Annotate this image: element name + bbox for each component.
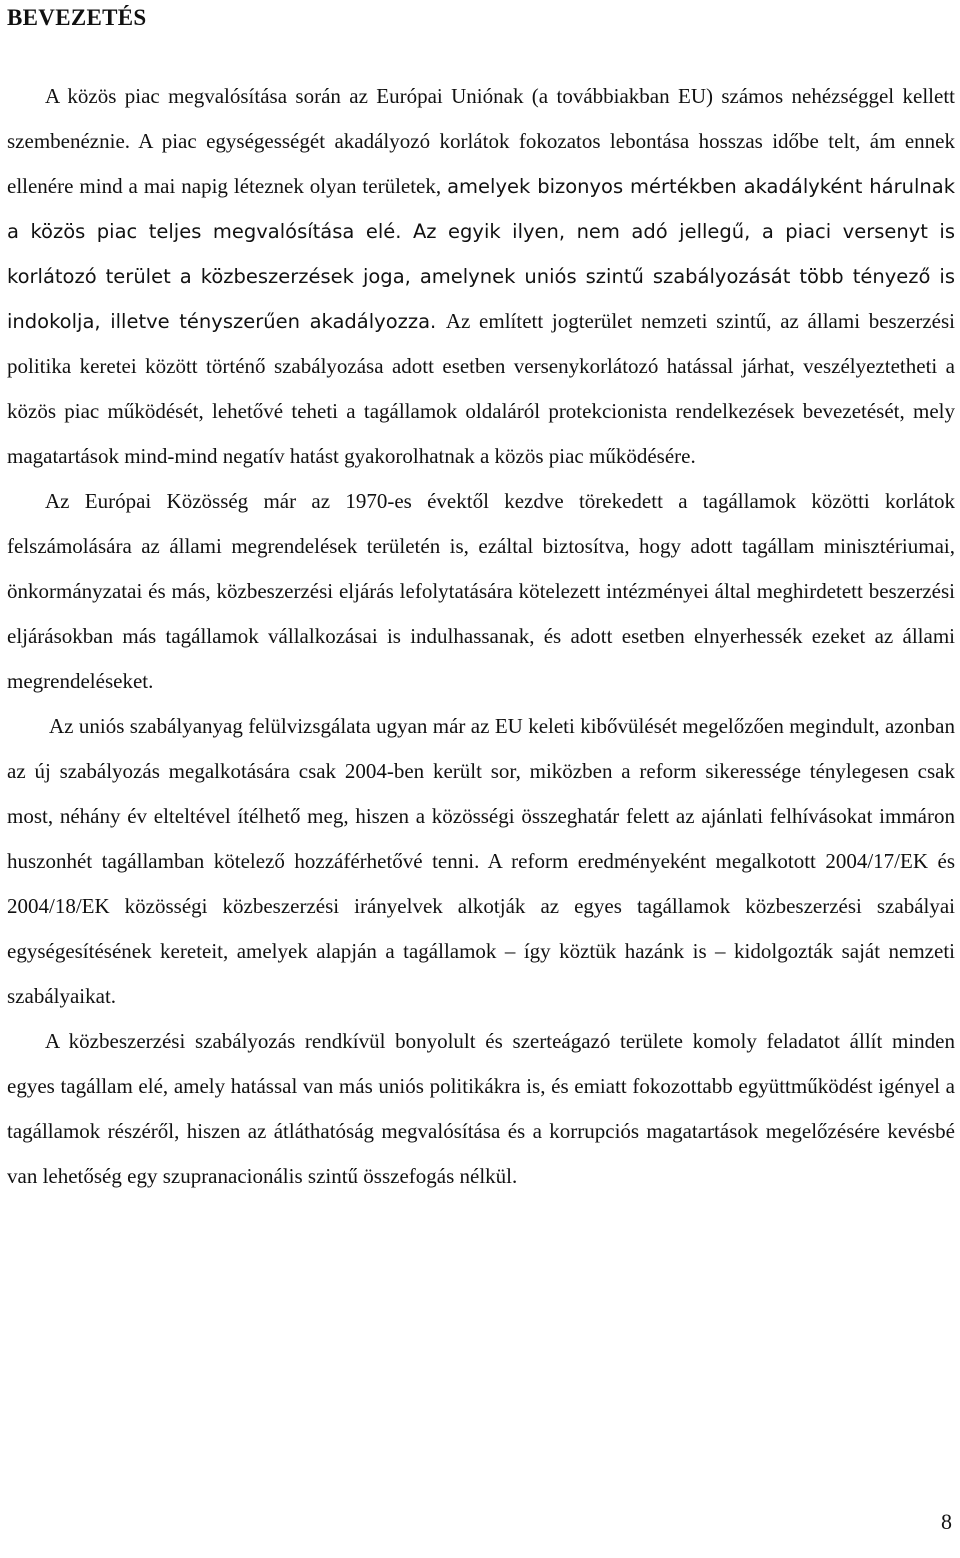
paragraph-1-segment-3: Az említett jogterület nemzeti szintű, az állami beszerzési politika keretei között történő szabályozása adott esetben versenykorlátozó hatással járhat, veszélyeztetheti a közös piac működését, lehetővé teheti a tagállamok oldaláról protekcionista rendelkezések bevezetését, mely magatartások mind-mind negatív hatást gyakorolhatnak a közös piac működésére. <box>7 309 955 468</box>
paragraph-4 <box>7 1019 955 1199</box>
paragraph-1-segment-1: A közös piac megvalósítása során az Európai Uniónak (a továbbiakban EU) számos nehézséggel kellett szembenéznie. A piac egységességét akadályozó korlátok fokozatos lebontása hosszas időbe telt, ám ennek ellenére mind a mai napig léteznek olyan területek, <box>7 84 955 198</box>
paragraph-2 <box>7 479 955 704</box>
paragraph-3 <box>7 704 955 1019</box>
paragraph-4-text: A közbeszerzési szabályozás rendkívül bonyolult és szerteágazó területe komoly feladatot állít minden egyes tagállam elé, amely hatással van más uniós politikákra is, és emiatt fokozottabb együttműködést igényel a tagállamok részéről, hiszen az átláthatóság megvalósítása és a korrupciós magatartások megelőzésére kevésbé van lehetőség egy szupranacionális szintű összefogás nélkül. <box>7 1029 955 1188</box>
paragraph-1-segment-2: amelyek bizonyos mértékben akadályként hárulnak a közös piac teljes megvalósítása elé. Az egyik ilyen, nem adó jellegű, a piaci versenyt is korlátozó terület a közbeszerzések joga, amelynek uniós szintű szabályozását több tényező is indokolja, illetve tényszerűen akadályozza. <box>7 175 955 333</box>
paragraph-3-text: Az uniós szabályanyag felülvizsgálata ugyan már az EU keleti kibővülését megelőzően megindult, azonban az új szabályozás megalkotására csak 2004-ben került sor, miközben a reform sikeressége ténylegesen csak most, néhány év elteltével ítélhető meg, hiszen a közösségi összeghatár felett az ajánlati felhívásokat immáron huszonhét tagállamban kötelező hozzáférhetővé tenni. A reform eredményeként megalkotott 2004/17/EK és 2004/18/EK közösségi közbeszerzési irányelvek alkotják az egyes tagállamok közbeszerzési szabályai egységesítésének kereteit, amelyek alapján a tagállamok – így köztük hazánk is – kidolgozták saját nemzeti szabályaikat. <box>7 714 955 1008</box>
document-page <box>7 0 955 1199</box>
page-number: 8 <box>941 1509 952 1534</box>
paragraph-1 <box>7 74 955 479</box>
paragraph-2-text: Az Európai Közösség már az 1970-es évektől kezdve törekedett a tagállamok közötti korlátok felszámolására az állami megrendelések területén is, ezáltal biztosítva, hogy adott tagállam minisztériumai, önkormányzatai és más, közbeszerzési eljárás lefolytatására kötelezett intézményei által meghirdetett beszerzési eljárásokban más tagállamok vállalkozásai is indulhassanak, és adott esetben elnyerhessék ezeket az állami megrendeléseket. <box>7 489 955 693</box>
section-heading: BEVEZETÉS <box>7 5 147 30</box>
